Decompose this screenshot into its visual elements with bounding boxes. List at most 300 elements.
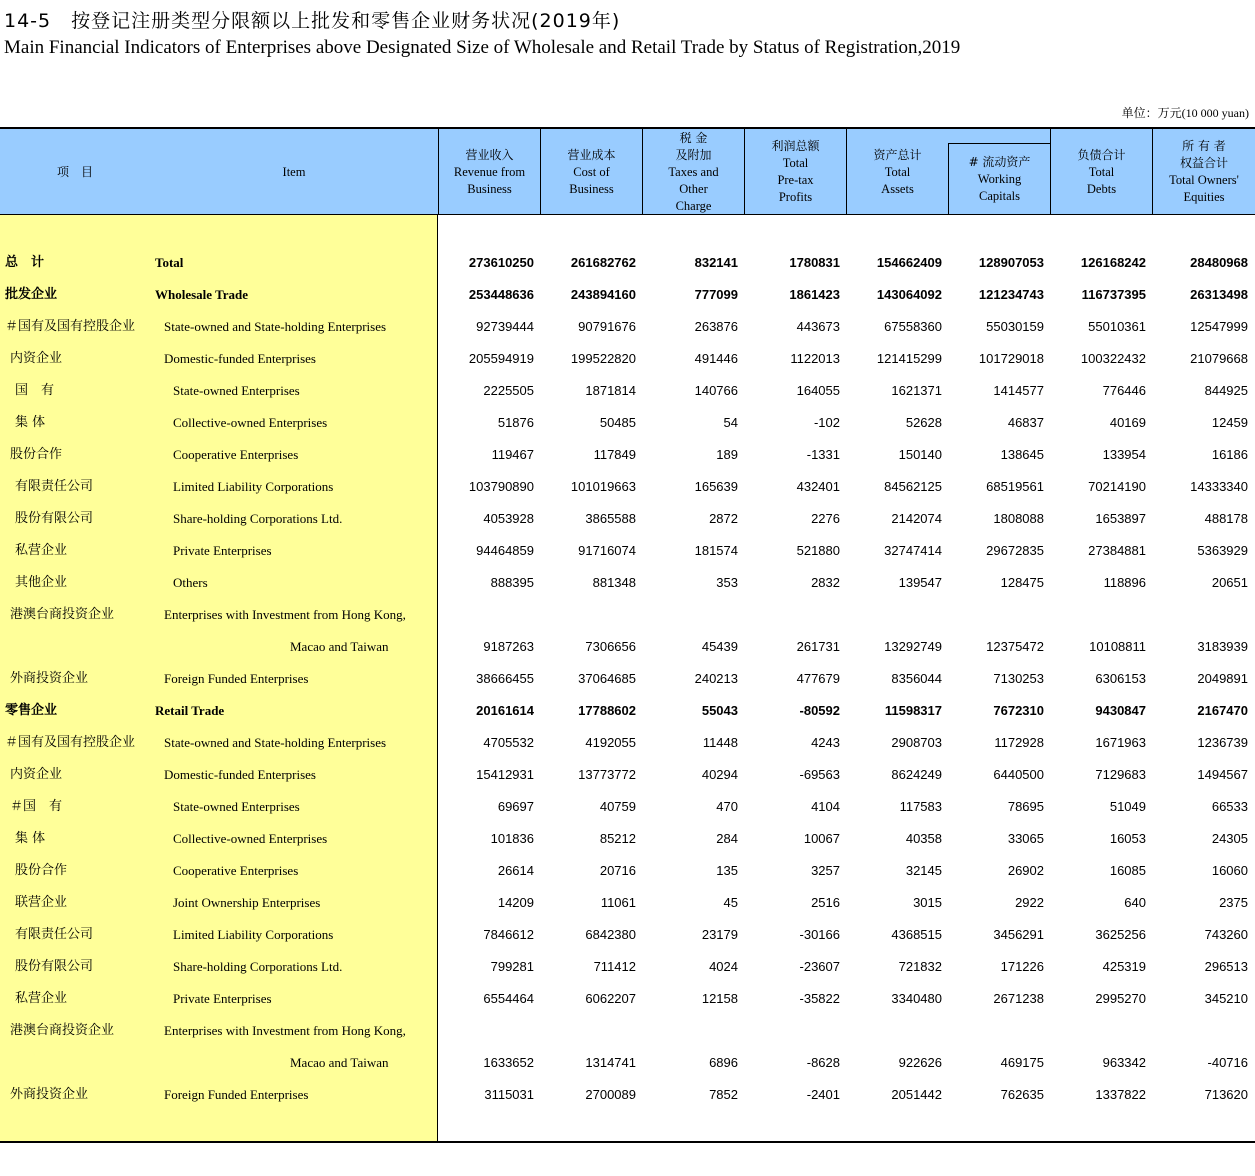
row-label-cn: 国 有 bbox=[15, 383, 55, 398]
header-assets-en1: Total bbox=[884, 164, 911, 179]
row-label-cn: 股份合作 bbox=[10, 447, 63, 462]
cell-value: 17788602 bbox=[578, 703, 636, 718]
cell-value: 3865588 bbox=[585, 511, 636, 526]
table-row bbox=[0, 695, 1255, 727]
row-label-cn: 外商投资企业 bbox=[10, 1087, 89, 1102]
cell-value: 470 bbox=[716, 799, 738, 814]
row-label-cn: 内资企业 bbox=[10, 767, 63, 782]
header-item-cn bbox=[0, 129, 150, 215]
header-working-en2: Capitals bbox=[979, 189, 1020, 203]
cell-value: -1331 bbox=[806, 447, 840, 462]
header-revenue-en2: Business bbox=[467, 181, 512, 196]
cell-value: 101019663 bbox=[570, 479, 636, 494]
header-revenue-cn: 营业收入 bbox=[465, 147, 514, 162]
cell-value: 7852 bbox=[709, 1087, 738, 1102]
row-label-en: Domestic-funded Enterprises bbox=[164, 767, 316, 782]
cell-value: 4192055 bbox=[585, 735, 636, 750]
header-assets-cn: 资产总计 bbox=[873, 147, 922, 162]
cell-value: 12375472 bbox=[986, 639, 1044, 654]
cell-value: 16060 bbox=[1211, 863, 1248, 878]
cell-value bbox=[1148, 599, 1248, 631]
cell-value: 116737395 bbox=[1081, 287, 1146, 302]
row-label-en: Total bbox=[155, 255, 184, 270]
cell-value: 2700089 bbox=[585, 1087, 636, 1102]
cell-value: 8356044 bbox=[891, 671, 942, 686]
table-row bbox=[0, 983, 1255, 1015]
table-row bbox=[0, 503, 1255, 535]
cell-value: 135 bbox=[716, 863, 738, 878]
row-label-cn: 私营企业 bbox=[15, 543, 68, 558]
cell-value: 29672835 bbox=[986, 543, 1044, 558]
cell-value: 13773772 bbox=[578, 767, 636, 782]
cell-value bbox=[1148, 1015, 1248, 1047]
cell-value: 21079668 bbox=[1190, 351, 1248, 366]
table-row bbox=[0, 407, 1255, 439]
cell-value: 46837 bbox=[1007, 415, 1044, 430]
cell-value: 40169 bbox=[1109, 415, 1146, 430]
cell-value: 963342 bbox=[1102, 1055, 1146, 1070]
cell-value: 776446 bbox=[1102, 383, 1146, 398]
header-debts bbox=[1051, 129, 1152, 215]
cell-value: 20716 bbox=[599, 863, 636, 878]
cell-value: 26614 bbox=[497, 863, 534, 878]
cell-value: 12547999 bbox=[1190, 319, 1248, 334]
row-label-cn: 集 体 bbox=[15, 831, 46, 846]
header-profit-en1: Total bbox=[782, 156, 809, 170]
cell-value: 284 bbox=[716, 831, 738, 846]
row-label-en: Cooperative Enterprises bbox=[173, 447, 299, 462]
cell-value: 2142074 bbox=[891, 511, 942, 526]
cell-value: 189 bbox=[716, 447, 738, 462]
header-profit bbox=[745, 129, 846, 215]
table-row bbox=[0, 855, 1255, 887]
cell-value: 922626 bbox=[898, 1055, 942, 1070]
cell-value: 85212 bbox=[599, 831, 636, 846]
row-label-cn: 外商投资企业 bbox=[10, 671, 89, 686]
cell-value: 713620 bbox=[1204, 1087, 1248, 1102]
cell-value: 181574 bbox=[694, 543, 738, 558]
cell-value: 12459 bbox=[1211, 415, 1248, 430]
header-debts-en1: Total bbox=[1088, 164, 1115, 179]
cell-value: 6896 bbox=[709, 1055, 738, 1070]
cell-value: 101836 bbox=[490, 831, 534, 846]
cell-value: 11598317 bbox=[884, 703, 942, 718]
header-cost bbox=[541, 129, 642, 215]
cell-value: 1633652 bbox=[483, 1055, 534, 1070]
cell-value bbox=[1046, 1015, 1146, 1047]
unit-label bbox=[1122, 104, 1249, 121]
row-label-en: Private Enterprises bbox=[173, 543, 272, 558]
row-label-cn: 港澳台商投资企业 bbox=[10, 1023, 115, 1038]
cell-value: 128475 bbox=[1000, 575, 1044, 590]
table-row bbox=[0, 311, 1255, 343]
header-taxes-cn2: 及附加 bbox=[675, 147, 712, 162]
header-debts-cn: 负债合计 bbox=[1077, 147, 1126, 162]
cell-value: 881348 bbox=[592, 575, 636, 590]
row-label-cn: ＃国 有 bbox=[10, 799, 63, 814]
row-label-cn: ＃国有及国有控股企业 bbox=[5, 319, 136, 334]
cell-value: 4368515 bbox=[891, 927, 942, 942]
cell-value: 138645 bbox=[1000, 447, 1044, 462]
cell-value: 20651 bbox=[1211, 575, 1248, 590]
cell-value: 353 bbox=[716, 575, 738, 590]
row-label-cn: 私营企业 bbox=[15, 991, 68, 1006]
cell-value: 1780831 bbox=[789, 255, 840, 270]
cell-value bbox=[638, 1015, 738, 1047]
cell-value bbox=[434, 1015, 534, 1047]
cell-value: 3456291 bbox=[993, 927, 1044, 942]
header-item-cn-text: 项 目 bbox=[56, 164, 93, 179]
table-row bbox=[0, 343, 1255, 375]
cell-value: 296513 bbox=[1204, 959, 1248, 974]
row-label-cn: 联营企业 bbox=[15, 895, 68, 910]
cell-value: 1871814 bbox=[585, 383, 636, 398]
cell-value: 8624249 bbox=[891, 767, 942, 782]
cell-value: 1236739 bbox=[1197, 735, 1248, 750]
cell-value: 50485 bbox=[599, 415, 636, 430]
cell-value: 1861423 bbox=[789, 287, 840, 302]
cell-value: 261682762 bbox=[570, 255, 636, 270]
row-label-cn: 股份有限公司 bbox=[15, 959, 94, 974]
table-bottom-rule bbox=[0, 1141, 1255, 1143]
cell-value: 2832 bbox=[811, 575, 840, 590]
cell-value: 2225505 bbox=[483, 383, 534, 398]
header-item-en bbox=[150, 129, 438, 215]
cell-value: 1808088 bbox=[993, 511, 1044, 526]
cell-value: 20161614 bbox=[476, 703, 534, 718]
cell-value: 68519561 bbox=[986, 479, 1044, 494]
header-cost-cn: 营业成本 bbox=[567, 147, 616, 162]
cell-value: 119467 bbox=[491, 447, 534, 462]
page-title-english: Main Financial Indicators of Enterprises above Designated Size of Wholesale and Retail Trade by Status of Registration,2019 bbox=[4, 37, 961, 58]
cell-value: 888395 bbox=[490, 575, 534, 590]
cell-value: 45439 bbox=[701, 639, 738, 654]
cell-value: -2401 bbox=[806, 1087, 840, 1102]
row-label-cn: 内资企业 bbox=[10, 351, 63, 366]
header-taxes-cn1: 税 金 bbox=[679, 130, 708, 145]
cell-value: 16186 bbox=[1211, 447, 1248, 462]
cell-value: 118896 bbox=[1103, 575, 1146, 590]
table-header bbox=[0, 127, 1255, 215]
cell-value: 150140 bbox=[898, 447, 942, 462]
cell-value: 488178 bbox=[1204, 511, 1248, 526]
cell-value: 27384881 bbox=[1088, 543, 1146, 558]
table-row bbox=[0, 567, 1255, 599]
cell-value: 1172928 bbox=[994, 735, 1044, 750]
row-label-en: State-owned and State-holding Enterprises bbox=[164, 735, 387, 750]
cell-value: -8628 bbox=[806, 1055, 840, 1070]
cell-value: 133954 bbox=[1102, 447, 1146, 462]
cell-value: 14333340 bbox=[1190, 479, 1248, 494]
table-row bbox=[0, 791, 1255, 823]
table-row bbox=[0, 471, 1255, 503]
cell-value: 16085 bbox=[1109, 863, 1146, 878]
row-label-cn: ＃国有及国有控股企业 bbox=[5, 735, 136, 750]
cell-value: 12158 bbox=[701, 991, 738, 1006]
cell-value: 164055 bbox=[796, 383, 840, 398]
cell-value: 101729018 bbox=[978, 351, 1044, 366]
header-working-capitals bbox=[949, 144, 1050, 215]
cell-value: 9187263 bbox=[483, 639, 534, 654]
header-profit-cn: 利润总额 bbox=[771, 139, 820, 153]
cell-value: 103790890 bbox=[468, 479, 534, 494]
cell-value: 117849 bbox=[593, 447, 636, 462]
cell-value: 425319 bbox=[1102, 959, 1146, 974]
cell-value bbox=[536, 1015, 636, 1047]
cell-value bbox=[842, 1015, 942, 1047]
header-divider bbox=[948, 143, 949, 215]
cell-value: 6554464 bbox=[483, 991, 534, 1006]
cell-value: 2872 bbox=[709, 511, 738, 526]
cell-value: 40759 bbox=[599, 799, 636, 814]
cell-value: 54 bbox=[723, 415, 738, 430]
row-label-cn: 股份有限公司 bbox=[15, 511, 94, 526]
cell-value: 28480968 bbox=[1190, 255, 1248, 270]
row-label-en: Foreign Funded Enterprises bbox=[164, 671, 309, 686]
cell-value: 92739444 bbox=[476, 319, 534, 334]
cell-value: 78695 bbox=[1007, 799, 1044, 814]
cell-value: 84562125 bbox=[884, 479, 942, 494]
cell-value: 3183939 bbox=[1197, 639, 1248, 654]
cell-value: 469175 bbox=[1000, 1055, 1044, 1070]
cell-value: 9430847 bbox=[1095, 703, 1146, 718]
cell-value: 40358 bbox=[905, 831, 942, 846]
cell-value: 121415299 bbox=[876, 351, 942, 366]
cell-value: 52628 bbox=[905, 415, 942, 430]
header-assets-en2: Assets bbox=[881, 181, 914, 196]
row-label-cn: 港澳台商投资企业 bbox=[10, 607, 115, 622]
cell-value: 2276 bbox=[811, 511, 840, 526]
cell-value: 55043 bbox=[701, 703, 738, 718]
header-equity-en2: Equities bbox=[1183, 190, 1225, 204]
header-debts-en2: Debts bbox=[1086, 181, 1117, 196]
cell-value: 205594919 bbox=[468, 351, 534, 366]
cell-value: 521880 bbox=[796, 543, 840, 558]
unit-label-en: (10 000 yuan) bbox=[1181, 106, 1249, 120]
unit-label-cn: 单位：万元 bbox=[1121, 106, 1182, 120]
cell-value: 2167470 bbox=[1197, 703, 1248, 718]
cell-value: 4243 bbox=[811, 735, 840, 750]
cell-value: 94464859 bbox=[476, 543, 534, 558]
header-assets bbox=[847, 129, 948, 215]
cell-value: 3115031 bbox=[484, 1087, 534, 1102]
cell-value: 263876 bbox=[694, 319, 738, 334]
cell-value: 100322432 bbox=[1080, 351, 1146, 366]
header-subdivider bbox=[948, 143, 1050, 144]
row-label-cn: 股份合作 bbox=[15, 863, 68, 878]
cell-value: 762635 bbox=[1000, 1087, 1044, 1102]
cell-value bbox=[536, 599, 636, 631]
cell-value: 3625256 bbox=[1095, 927, 1146, 942]
row-label-en: Wholesale Trade bbox=[155, 287, 249, 302]
header-divider bbox=[540, 129, 541, 215]
header-equity bbox=[1153, 129, 1255, 215]
table-row bbox=[0, 279, 1255, 311]
cell-value: 55030159 bbox=[986, 319, 1044, 334]
row-label-cn: 批发企业 bbox=[5, 287, 58, 302]
cell-value: 24305 bbox=[1211, 831, 1248, 846]
cell-value: 126168242 bbox=[1080, 255, 1146, 270]
cell-value: 1653897 bbox=[1095, 511, 1146, 526]
cell-value bbox=[944, 1015, 1044, 1047]
cell-value: 140766 bbox=[694, 383, 738, 398]
cell-value: 1314741 bbox=[585, 1055, 636, 1070]
cell-value: 345210 bbox=[1204, 991, 1248, 1006]
header-working-en1: Working bbox=[977, 172, 1022, 186]
page-title-chinese: 14-5 按登记注册类型分限额以上批发和零售企业财务状况(2019年) bbox=[4, 10, 621, 32]
cell-value: 6440500 bbox=[993, 767, 1044, 782]
cell-value: 26313498 bbox=[1190, 287, 1248, 302]
cell-value: 117583 bbox=[899, 799, 942, 814]
cell-value: 66533 bbox=[1211, 799, 1248, 814]
row-label-cn: 有限责任公司 bbox=[15, 479, 94, 494]
header-equity-cn1: 所 有 者 bbox=[1182, 139, 1226, 153]
cell-value: 6062207 bbox=[585, 991, 636, 1006]
table-row bbox=[0, 919, 1255, 951]
table-row bbox=[0, 599, 1255, 631]
header-profit-en3: Profits bbox=[778, 190, 813, 204]
cell-value: 443673 bbox=[796, 319, 840, 334]
row-label-en: State-owned Enterprises bbox=[173, 383, 300, 398]
cell-value: 45 bbox=[723, 895, 738, 910]
header-profit-en2: Pre-tax bbox=[777, 173, 814, 187]
cell-value: 1122013 bbox=[790, 351, 840, 366]
table-row bbox=[0, 631, 1255, 663]
header-item-en-text: Item bbox=[282, 164, 306, 179]
cell-value: 199522820 bbox=[570, 351, 636, 366]
cell-value: 2995270 bbox=[1095, 991, 1146, 1006]
cell-value: 139547 bbox=[898, 575, 942, 590]
header-divider bbox=[744, 129, 745, 215]
header-divider bbox=[1152, 129, 1153, 215]
table-row bbox=[0, 375, 1255, 407]
row-label-en: Collective-owned Enterprises bbox=[173, 415, 328, 430]
cell-value: 4024 bbox=[709, 959, 738, 974]
cell-value: 3257 bbox=[811, 863, 840, 878]
cell-value: 4104 bbox=[811, 799, 840, 814]
table-row bbox=[0, 951, 1255, 983]
cell-value: -35822 bbox=[799, 991, 840, 1006]
cell-value bbox=[842, 599, 942, 631]
cell-value: 15412931 bbox=[476, 767, 534, 782]
header-divider bbox=[846, 129, 847, 215]
header-cost-en1: Cost of bbox=[573, 164, 610, 179]
cell-value: 128907053 bbox=[978, 255, 1044, 270]
row-label-en: Cooperative Enterprises bbox=[173, 863, 299, 878]
header-revenue bbox=[439, 129, 540, 215]
cell-value: 32145 bbox=[905, 863, 942, 878]
cell-value bbox=[740, 599, 840, 631]
cell-value: 51876 bbox=[497, 415, 534, 430]
row-label-en: Enterprises with Investment from Hong Kong, bbox=[164, 1023, 406, 1038]
table-row bbox=[0, 439, 1255, 471]
row-label-en: Share-holding Corporations Ltd. bbox=[173, 959, 343, 974]
cell-value: 4705532 bbox=[483, 735, 534, 750]
row-label-cn: 总 计 bbox=[5, 255, 45, 270]
row-label-en: Foreign Funded Enterprises bbox=[164, 1087, 309, 1102]
cell-value: 121234743 bbox=[978, 287, 1044, 302]
cell-value: 1337822 bbox=[1095, 1087, 1146, 1102]
cell-value: 143064092 bbox=[876, 287, 942, 302]
row-label-cn: 有限责任公司 bbox=[15, 927, 94, 942]
row-label-en: Macao and Taiwan bbox=[290, 1055, 389, 1070]
cell-value: -102 bbox=[813, 415, 840, 430]
row-label-en: State-owned Enterprises bbox=[173, 799, 300, 814]
cell-value: 165639 bbox=[694, 479, 738, 494]
cell-value: 7846612 bbox=[483, 927, 534, 942]
cell-value bbox=[434, 599, 534, 631]
cell-value: 11061 bbox=[600, 895, 636, 910]
cell-value: 2908703 bbox=[891, 735, 942, 750]
row-label-cn: 集 体 bbox=[15, 415, 46, 430]
cell-value: 51049 bbox=[1109, 799, 1146, 814]
cell-value: 844925 bbox=[1204, 383, 1248, 398]
cell-value: 240213 bbox=[694, 671, 738, 686]
cell-value: 40294 bbox=[701, 767, 738, 782]
cell-value: 2049891 bbox=[1197, 671, 1248, 686]
cell-value: 32747414 bbox=[884, 543, 942, 558]
cell-value: 2922 bbox=[1015, 895, 1044, 910]
table-row bbox=[0, 535, 1255, 567]
row-label-en: Limited Liability Corporations bbox=[173, 927, 334, 942]
cell-value: 55010361 bbox=[1088, 319, 1146, 334]
cell-value: 777099 bbox=[694, 287, 738, 302]
cell-value: 243894160 bbox=[570, 287, 636, 302]
row-label-en: Limited Liability Corporations bbox=[173, 479, 334, 494]
header-cost-en2: Business bbox=[569, 181, 614, 196]
cell-value: 273610250 bbox=[468, 255, 534, 270]
table-row bbox=[0, 663, 1255, 695]
row-label-en: Collective-owned Enterprises bbox=[173, 831, 328, 846]
cell-value: 721832 bbox=[898, 959, 942, 974]
header-taxes-en2: Other bbox=[679, 181, 708, 196]
cell-value: 91716074 bbox=[578, 543, 636, 558]
cell-value: 7306656 bbox=[585, 639, 636, 654]
cell-value: 832141 bbox=[694, 255, 738, 270]
cell-value: 3015 bbox=[913, 895, 942, 910]
cell-value: 26902 bbox=[1007, 863, 1044, 878]
cell-value: 38666455 bbox=[476, 671, 534, 686]
row-label-en: Private Enterprises bbox=[173, 991, 272, 1006]
row-label-en: State-owned and State-holding Enterprises bbox=[164, 319, 387, 334]
table-row bbox=[0, 759, 1255, 791]
header-taxes bbox=[643, 129, 744, 215]
cell-value bbox=[638, 599, 738, 631]
cell-value: 2516 bbox=[811, 895, 840, 910]
header-divider bbox=[438, 129, 439, 215]
table-row bbox=[0, 1079, 1255, 1111]
cell-value: -30166 bbox=[799, 927, 840, 942]
cell-value: 799281 bbox=[490, 959, 534, 974]
table-row bbox=[0, 887, 1255, 919]
header-revenue-en1: Revenue from bbox=[453, 164, 526, 179]
row-label-en: Others bbox=[173, 575, 208, 590]
row-label-en: Share-holding Corporations Ltd. bbox=[173, 511, 343, 526]
row-label-en: Macao and Taiwan bbox=[290, 639, 389, 654]
cell-value bbox=[944, 599, 1044, 631]
cell-value: 640 bbox=[1124, 895, 1146, 910]
cell-value: 37064685 bbox=[578, 671, 636, 686]
cell-value: 67558360 bbox=[884, 319, 942, 334]
table-row bbox=[0, 1015, 1255, 1047]
cell-value: 14209 bbox=[497, 895, 534, 910]
cell-value: 7672310 bbox=[993, 703, 1044, 718]
table-row bbox=[0, 247, 1255, 279]
cell-value: 4053928 bbox=[483, 511, 534, 526]
cell-value: 33065 bbox=[1007, 831, 1044, 846]
cell-value: 5363929 bbox=[1197, 543, 1248, 558]
cell-value: 69697 bbox=[497, 799, 534, 814]
